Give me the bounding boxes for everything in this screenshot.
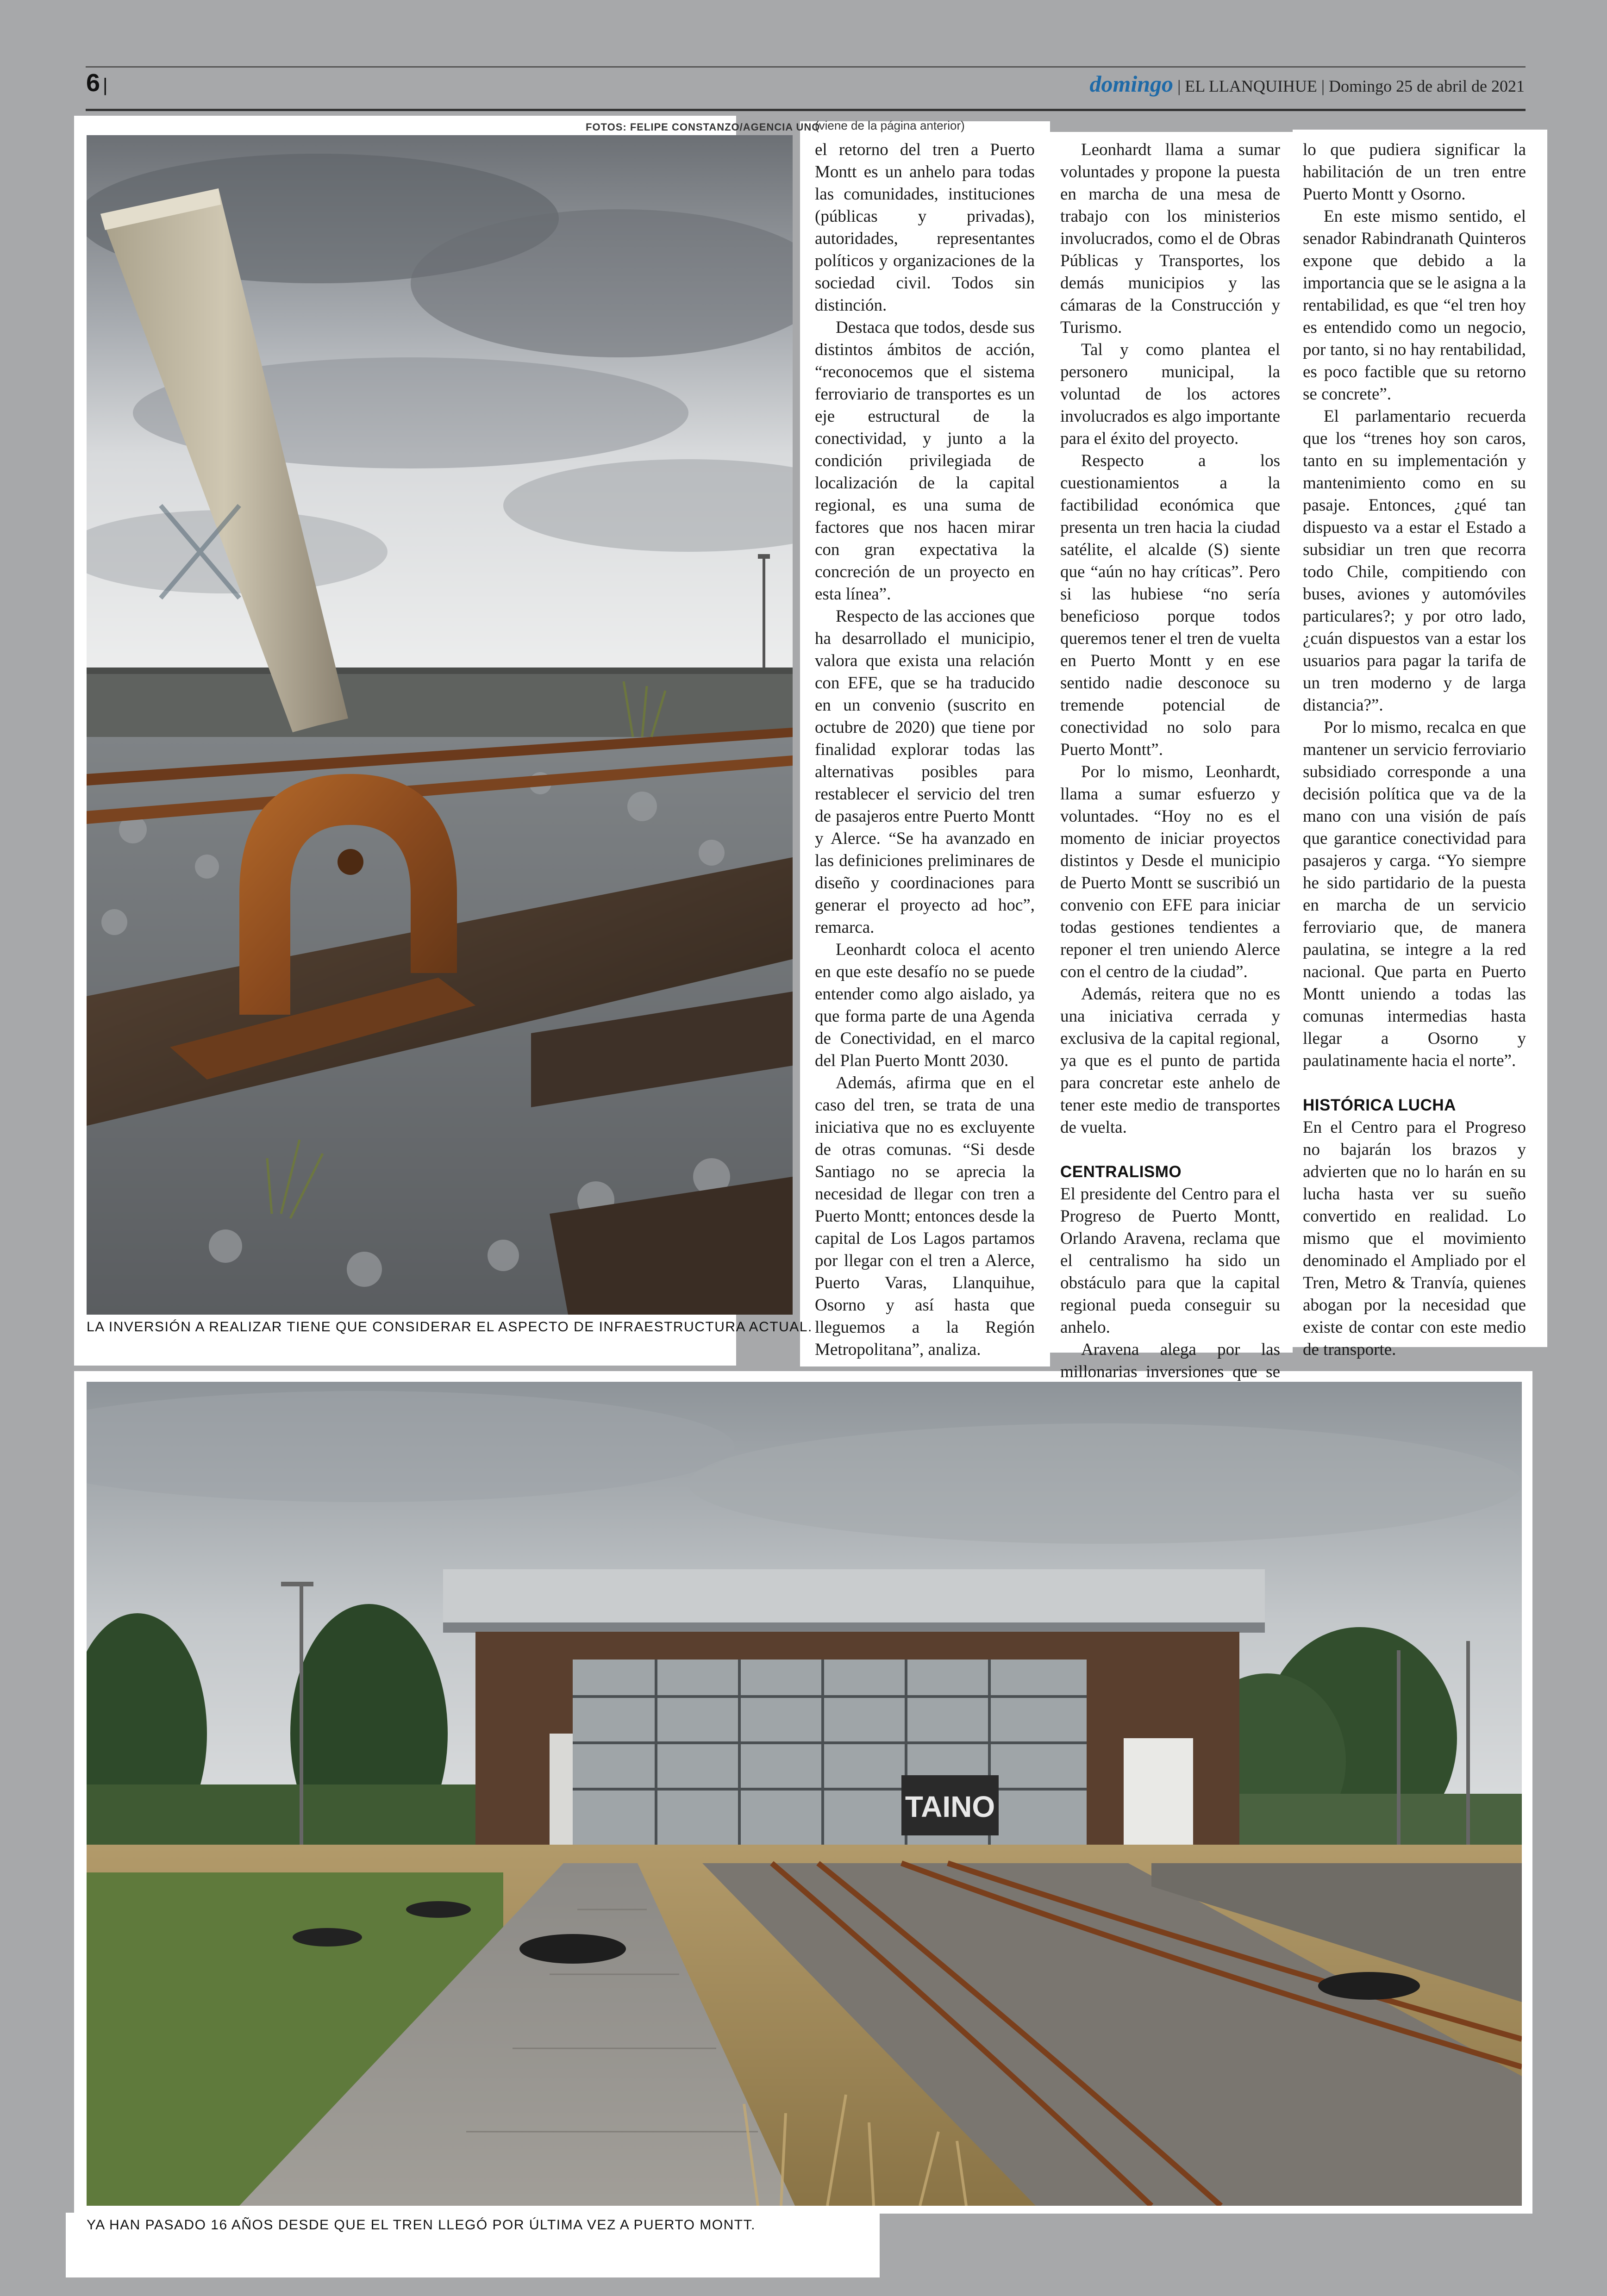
paragraph: Leonhardt llama a sumar voluntades y propone la puesta en marcha de una mesa de trabajo con los ministerios involucrados, como el de Obras Públicas y Transportes, los demás municipios y las cámaras de la Construcción y Turismo.	[1060, 140, 1280, 337]
paragraph: lo que pudiera significar la habilitación de un tren entre Puerto Montt y Osorno.	[1303, 140, 1526, 204]
publication-line: | EL LLANQUIHUE | Domingo 25 de abril de 2021	[1177, 77, 1525, 95]
masthead	[1089, 70, 1525, 97]
paragraph: El presidente del Centro para el Progreso de Puerto Montt, Orlando Aravena, reclama que el centralismo ha sido un obstáculo para que la capital regional pueda conseguir su anhelo.	[1060, 1185, 1280, 1337]
paragraph: Leonhardt coloca el acento en que este desafío no se puede entender como algo aislado, ya que forma parte de una Agenda de Conectividad, en el marco del Plan Puerto Montt 2030.	[815, 940, 1035, 1070]
paragraph: Respecto de las acciones que ha desarrollado el municipio, valora que exista una relación con EFE, que se ha traducido en un convenio (suscrito en octubre de 2020) que tiene por finalidad explorar todas las alternativas posibles para restablecer el servicio del tren de pasajeros entre Puerto Montt y Alerce. “Se ha avanzado en las definiciones preliminares de diseño y coordinaciones para generar el proyecto ad hoc”, remarca.	[815, 607, 1035, 937]
paragraph: El parlamentario recuerda que los “trenes hoy son caros, tanto en su implementación y mantenimiento como en su pasaje. Entonces, ¿qué tan dispuesto va a estar el Estado a subsidiar un tren que recorra todo Chile, compitiendo con buses, aviones y automóviles particulares?; y por otro lado, ¿cuán dispuestos van a estar los usuarios para pagar la tarifa de un tren moderno y de larga distancia?”.	[1303, 407, 1526, 715]
graffiti-tag: TAINO	[905, 1790, 995, 1823]
article-column-2	[1060, 139, 1280, 1428]
brand-logo: domingo	[1089, 71, 1174, 97]
article-column-1	[815, 139, 1035, 1361]
paragraph: Además, reitera que no es una iniciativa cerrada y exclusiva de la capital regional, ya que es el punto de partida para concretar este anhelo de tener este medio de transportes de vuelta.	[1060, 985, 1280, 1137]
photo-abandoned-station	[87, 1382, 1522, 2206]
photo1-caption: LA INVERSIÓN A REALIZAR TIENE QUE CONSIDERAR EL ASPECTO DE INFRAESTRUCTURA ACTUAL.	[87, 1319, 813, 1335]
subheading-centralismo: CENTRALISMO	[1060, 1163, 1182, 1181]
continued-note: (viene de la página anterior)	[815, 119, 965, 132]
subheading-historica-lucha: HISTÓRICA LUCHA	[1303, 1096, 1456, 1114]
photo2-caption: YA HAN PASADO 16 AÑOS DESDE QUE EL TREN LLEGÓ POR ÚLTIMA VEZ A PUERTO MONTT.	[87, 2217, 756, 2233]
paragraph: Destaca que todos, desde sus distintos ámbitos de acción, “reconocemos que el sistema ferroviario de transportes es un eje estructural de la conectividad, y junto a la condición privilegiada de localización de la capital regional, es una suma de factores que nos hacen mirar con gran expectativa la concreción de un proyecto en esta línea”.	[815, 318, 1035, 604]
paragraph: Por lo mismo, Leonhardt, llama a sumar esfuerzo y voluntades. “Hoy no es el momento de iniciar proyectos distintos y Desde el municipio de Puerto Montt se suscribió un convenio con EFE para iniciar todas gestiones tendientes a reponer el tren uniendo Alerce con el centro de la ciudad”.	[1060, 762, 1280, 981]
article-column-3	[1303, 139, 1526, 1361]
page-number: 6 |	[86, 69, 108, 97]
paragraph: el retorno del tren a Puerto Montt es un anhelo para todas las comunidades, instituciones (públicas y privadas), autoridades, representantes políticos y organizaciones de la sociedad civil. Todos sin distinción.	[815, 140, 1035, 315]
paragraph: En el Centro para el Progreso no bajarán los brazos y advierten que no lo harán en su lucha hasta ver su sueño convertido en realidad. Lo mismo que el movimiento denominado el Ampliado por el Tren, Metro & Tranvía, quienes abogan por la necesidad que existe de contar con este medio de transporte.	[1303, 1118, 1526, 1359]
header-top-rule	[86, 66, 1526, 68]
header-bottom-rule	[86, 109, 1526, 111]
paragraph: Aravena alega por las millonarias inversiones que se	[1060, 1340, 1280, 1381]
paragraph: Respecto a los cuestionamientos a la factibilidad económica que presenta un tren hacia la ciudad satélite, el alcalde (S) siente que “aún no hay críticas”. Pero si las hubiese “no sería beneficioso porque todos queremos tener el tren de vuelta en Puerto Montt y en ese sentido nadie desconoce su tremende potencial de conectividad no solo para Puerto Montt”.	[1060, 451, 1280, 759]
paragraph: Por lo mismo, recalca en que mantener un servicio ferroviario subsidiado corresponde a una decisión política que va de la mano con una visión de país que garantice conectividad para pasajeros y carga. “Yo siempre he sido partidario de la puesta en marcha de un servicio ferroviario que, de manera paulatina, se integre a la red nacional. Que parta en Puerto Montt uniendo a todas las comunas intermedias hasta llegar a Osorno y paulatinamente hacia el norte”.	[1303, 718, 1526, 1070]
paragraph: Además, afirma que en el caso del tren, se trata de una iniciativa que no es excluyente de otras comunas. “Si desde Santiago no se aprecia la necesidad de llegar con tren a Puerto Montt; entonces desde la capital de Los Lagos partamos por llegar con el tren a Alerce, Puerto Varas, Llanquihue, Osorno y así hasta que lleguemos a la Región Metropolitana”, analiza.	[815, 1073, 1035, 1359]
paragraph: En este mismo sentido, el senador Rabindranath Quinteros expone que debido a la importancia que se le asigna a la rentabilidad, es que “el tren hoy es entendido como un negocio, por tanto, si no hay rentabilidad, es poco factible que su retorno se concrete”.	[1303, 207, 1526, 404]
photo-credit: FOTOS: FELIPE CONSTANZO/AGENCIA UNO	[586, 121, 820, 133]
photo-rail-switch	[87, 135, 793, 1315]
paragraph: Tal y como plantea el personero municipal, la voluntad de los actores involucrados es algo importante para el éxito del proyecto.	[1060, 340, 1280, 448]
